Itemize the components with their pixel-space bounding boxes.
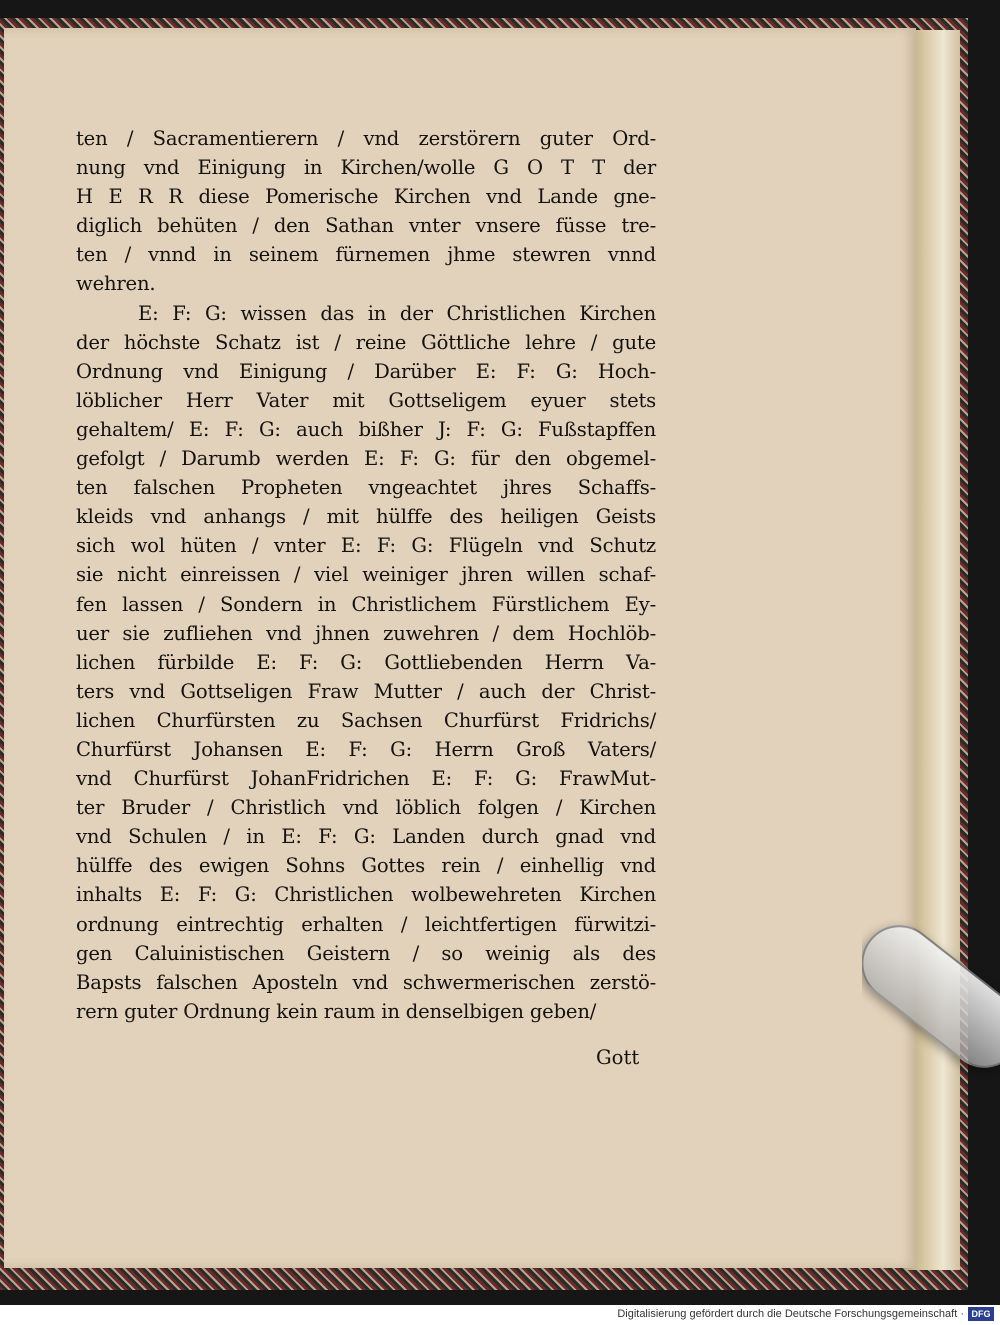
magnifier-glass (862, 912, 1000, 1090)
text-line: der höchste Schatz ist / reine Göttliche lehre / gute (76, 330, 656, 354)
text-line: ordnung eintrechtig erhalten / leichtfertigen fürwitzi- (76, 912, 656, 936)
text-line: H E R R diese Pomerische Kirchen vnd Lande gne- (76, 185, 656, 209)
funding-credit: Digitalisierung gefördert durch die Deutsche Forschungsgemeinschaft · (617, 1308, 964, 1320)
text-line: fen lassen / Sondern in Christlichem Fürstlichem Ey- (76, 592, 656, 616)
text-line: E: F: G: wissen das in der Christlichen Kirchen (138, 301, 656, 325)
text-line: sie nicht einreissen / viel weiniger jhren willen schaf- (76, 563, 656, 587)
catchword: Gott (596, 1046, 640, 1069)
text-line: kleids vnd anhangs / mit hülffe des heiligen Geists (76, 505, 656, 529)
text-line: lichen Churfürsten zu Sachsen Churfürst Fridrichs/ (76, 708, 656, 732)
page-text-block (76, 124, 656, 1026)
text-line: ten / vnnd in seinem fürnemen jhme stewren vnnd (76, 243, 656, 267)
text-line: ten falschen Propheten vngeachtet jhres Schaffs- (76, 476, 656, 500)
text-line: ter Bruder / Christlich vnd löblich folgen / Kirchen (76, 796, 656, 820)
magnifier-lens (862, 912, 1000, 1083)
text-line: gen Caluinistischen Geistern / so weinig als des (76, 941, 656, 965)
text-line: hülffe des ewigen Sohns Gottes rein / einhellig vnd (76, 854, 656, 878)
text-line: sich wol hüten / vnter E: F: G: Flügeln vnd Schutz (76, 534, 656, 558)
dfg-logo: DFG (968, 1307, 994, 1321)
text-line: ten / Sacramentierern / vnd zerstörern guter Ord- (76, 127, 656, 150)
text-line: gehaltem/ E: F: G: auch bißher J: F: G: Fußstapffen (76, 417, 656, 441)
text-line: ters vnd Gottseligen Fraw Mutter / auch der Christ- (76, 679, 656, 703)
text-line: diglich behüten / den Sathan vnter vnsere füsse tre- (76, 214, 656, 238)
text-line: Ordnung vnd Einigung / Darüber E: F: G: Hoch- (76, 359, 656, 383)
text-line: löblicher Herr Vater mit Gottseligem eyuer stets (76, 388, 656, 412)
text-line: gefolgt / Darumb werden E: F: G: für den obgemel- (76, 447, 656, 471)
text-line: wehren. (76, 272, 156, 296)
text-line: Bapsts falschen Aposteln vnd schwermerischen zerstö- (76, 970, 656, 994)
text-line: vnd Schulen / in E: F: G: Landen durch gnad vnd (76, 825, 656, 849)
text-line: Churfürst Johansen E: F: G: Herrn Groß Vaters/ (76, 737, 656, 761)
text-line: inhalts E: F: G: Christlichen wolbewehreten Kirchen (76, 883, 656, 907)
text-line: nung vnd Einigung in Kirchen/wolle G O T T der (76, 156, 656, 180)
text-line: uer sie zufliehen vnd jhnen zuwehren / dem Hochlöb- (76, 621, 656, 645)
text-line: rern guter Ordnung kein raum in denselbigen geben/ (76, 999, 597, 1023)
text-line: lichen fürbilde E: F: G: Gottliebenden Herrn Va- (76, 650, 656, 674)
text-line: vnd Churfürst JohanFridrichen E: F: G: FrawMut- (76, 767, 656, 791)
